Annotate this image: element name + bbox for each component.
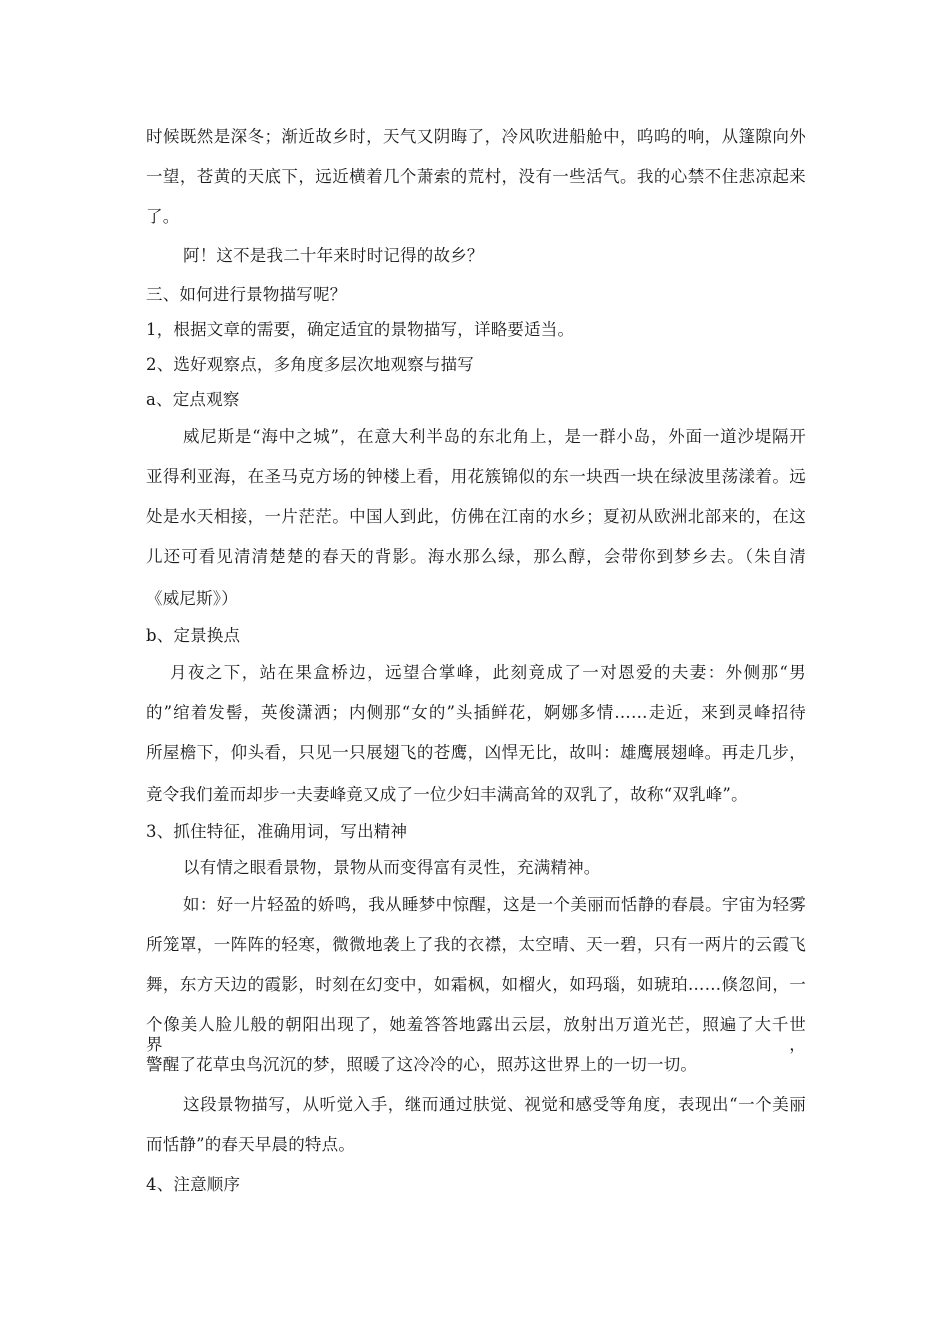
paragraph-line: 儿还可看见清清楚楚的春天的背影。海水那么绿，那么醇，会带你到梦乡去。（朱自清: [146, 547, 806, 566]
paragraph-line: 《威尼斯》）: [146, 589, 238, 608]
paragraph-line: 月夜之下，站在果盒桥边，远望合掌峰，此刻竟成了一对恩爱的夫妻：外侧那“男: [170, 663, 806, 682]
paragraph-line: 舞，东方天边的霞影，时刻在幻变中，如霜枫，如榴火，如玛瑙，如琥珀……倏忽间，一: [146, 975, 806, 994]
paragraph-line: 的”绾着发髻，英俊潇洒；内侧那“女的”头插鲜花，婀娜多情……走近，来到灵峰招待: [146, 703, 806, 722]
paragraph-line: 了。: [146, 207, 180, 226]
paragraph-line: 这段景物描写，从听觉入手，继而通过肤觉、视觉和感受等角度，表现出“一个美丽: [183, 1095, 806, 1114]
paragraph-line: 所屋檐下，仰头看，只见一只展翅飞的苍鹰，凶悍无比，故叫：雄鹰展翅峰。再走几步，: [146, 743, 806, 762]
paragraph-line: 阿！这不是我二十年来时时记得的故乡？: [183, 246, 484, 265]
list-item: 2、选好观察点，多角度多层次地观察与描写: [146, 355, 474, 374]
paragraph-line: 而恬静”的春天早晨的特点。: [146, 1135, 356, 1154]
paragraph-line: 竟令我们羞而却步一夫妻峰竟又成了一位少妇丰满高耸的双乳了，故称“双乳峰”。: [146, 785, 748, 804]
paragraph-line: 亚得利亚海，在圣马克方场的钟楼上看，用花簇锦似的东一块西一块在绿波里荡漾着。远: [146, 467, 806, 486]
paragraph-line: 如：好一片轻盈的娇鸣，我从睡梦中惊醒，这是一个美丽而恬静的春晨。宇宙为轻雾: [183, 895, 806, 914]
paragraph-line: 以有情之眼看景物，景物从而变得富有灵性，充满精神。: [183, 858, 601, 877]
sub-heading: b、定景换点: [146, 626, 241, 645]
section-heading: 三、如何进行景物描写呢？: [146, 285, 347, 304]
list-item: 3、抓住特征，准确用词，写出精神: [146, 822, 408, 841]
paragraph-line: 警醒了花草虫鸟沉沉的梦，照暖了这冷冷的心，照苏这世界上的一切一切。: [146, 1055, 698, 1074]
list-item: 4、注意顺序: [146, 1175, 241, 1194]
sub-heading: a、定点观察: [146, 390, 240, 409]
paragraph-line: 个像美人脸儿般的朝阳出现了，她羞答答地露出云层，放射出万道光芒，照遍了大千世界，: [146, 1015, 806, 1054]
paragraph-line: 处是水天相接，一片茫茫。中国人到此，仿佛在江南的水乡；夏初从欧洲北部来的，在这: [146, 507, 806, 526]
list-item: 1，根据文章的需要，确定适宜的景物描写，详略要适当。: [146, 320, 575, 339]
paragraph-line: 时候既然是深冬；渐近故乡时，天气又阴晦了，冷风吹进船舱中，呜呜的响，从篷隙向外: [146, 127, 806, 146]
paragraph-line: 威尼斯是“海中之城”，在意大利半岛的东北角上，是一群小岛，外面一道沙堤隔开: [183, 427, 806, 446]
paragraph-line: 一望，苍黄的天底下，远近横着几个萧索的荒村，没有一些活气。我的心禁不住悲凉起来: [146, 167, 806, 186]
paragraph-line: 所笼罩，一阵阵的轻寒，微微地袭上了我的衣襟，太空晴、天一碧，只有一两片的云霞飞: [146, 935, 806, 954]
